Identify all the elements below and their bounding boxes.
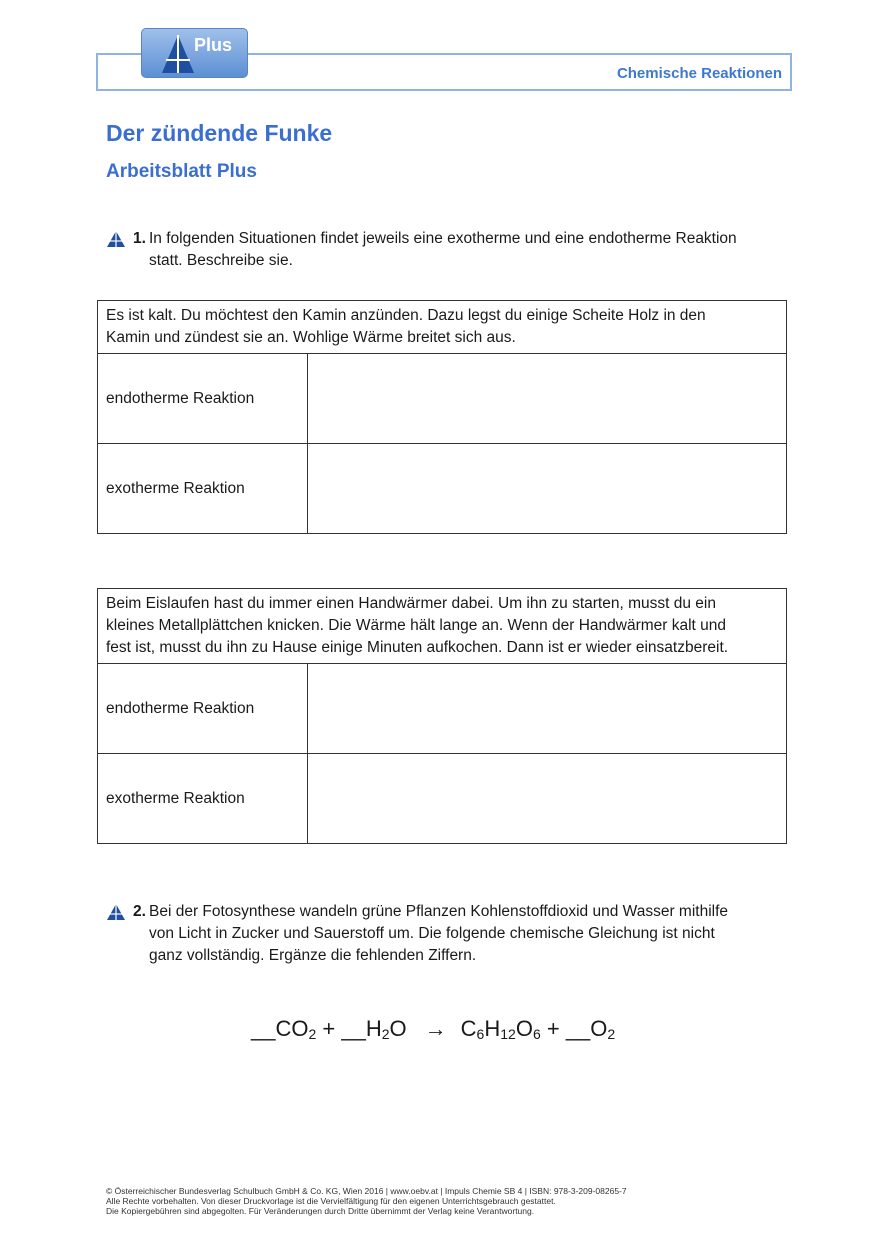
task-triangle-icon	[106, 230, 126, 248]
triangle-logo-icon	[160, 33, 196, 75]
worksheet-table-2	[97, 588, 787, 844]
answer-cell[interactable]	[308, 444, 787, 534]
task-text-line: Bei der Fotosynthese wandeln grüne Pflanzen Kohlenstoffdioxid und Wasser mithilfe	[149, 903, 729, 920]
task-triangle-icon	[106, 903, 126, 921]
task-text-line: von Licht in Zucker und Sauerstoff um. Die folgende chemische Gleichung ist nicht	[149, 925, 715, 942]
scenario-text-line: Kamin und zündest sie an. Wohlige Wärme breitet sich aus.	[106, 329, 516, 346]
reaction-arrow-icon: →	[424, 1016, 447, 1041]
footer-line: © Österreichischer Bundesverlag Schulbuch GmbH & Co. KG, Wien 2016 | www.oebv.at | Impuls Chemie SB 4 | ISBN: 978-3-209-08265-7	[106, 1186, 627, 1196]
worksheet-table-1	[97, 300, 787, 534]
task-number: 1.	[133, 230, 146, 247]
page-title: Der zündende Funke	[106, 120, 333, 146]
scenario-text-line: Beim Eislaufen hast du immer einen Handwärmer dabei. Um ihn zu starten, musst du ein	[106, 595, 716, 612]
answer-cell[interactable]	[308, 754, 787, 844]
task-1	[106, 228, 786, 272]
task-text-line: statt. Beschreibe sie.	[149, 252, 293, 269]
scenario-text-line: Es ist kalt. Du möchtest den Kamin anzünden. Dazu legst du einige Scheite Holz in den	[106, 307, 706, 324]
blank[interactable]: __	[251, 1016, 276, 1041]
scenario-text-line: kleines Metallplättchen knicken. Die Wärme hält lange an. Wenn der Handwärmer kalt und	[106, 617, 727, 634]
task-number: 2.	[133, 903, 146, 920]
blank[interactable]: __	[565, 1016, 591, 1041]
section-title: Chemische Reaktionen	[616, 65, 782, 82]
footer-line: Alle Rechte vorbehalten. Von dieser Druckvorlage ist die Vervielfältigung für den eigenen Unterrichtsgebrauch gestattet.	[106, 1196, 556, 1206]
row-label: endotherme Reaktion	[98, 354, 308, 444]
footer-line: Die Kopiergebühren sind abgegolten. Für Veränderungen durch Dritte übernimmt der Verlag keine Verantwortung.	[106, 1206, 535, 1216]
page-subtitle: Arbeitsblatt Plus	[106, 161, 257, 182]
answer-cell[interactable]	[308, 664, 787, 754]
answer-cell[interactable]	[308, 354, 787, 444]
row-label: exotherme Reaktion	[98, 444, 308, 534]
plus-logo	[141, 28, 248, 78]
task-text-line: ganz vollständig. Ergänze die fehlenden Ziffern.	[149, 947, 477, 964]
row-label: exotherme Reaktion	[98, 754, 308, 844]
scenario-text-line: fest ist, musst du ihn zu Hause einige Minuten aufkochen. Dann ist er wieder einsatzbereit.	[106, 639, 729, 656]
blank[interactable]: __	[341, 1016, 366, 1041]
scenario-cell	[98, 589, 787, 664]
scenario-cell	[98, 301, 787, 354]
footer	[106, 1186, 627, 1216]
row-label: endotherme Reaktion	[98, 664, 308, 754]
chemical-equation: $\_\_CO_2$ + $\_\_H_2O \to C_6H_{12}O_6$ + $\_\_O_2$	[251, 1016, 616, 1042]
logo-text: Plus	[194, 35, 233, 55]
task-text-line: In folgenden Situationen findet jeweils eine exotherme und eine endotherme Reaktion	[149, 230, 737, 247]
task-2	[106, 901, 786, 967]
